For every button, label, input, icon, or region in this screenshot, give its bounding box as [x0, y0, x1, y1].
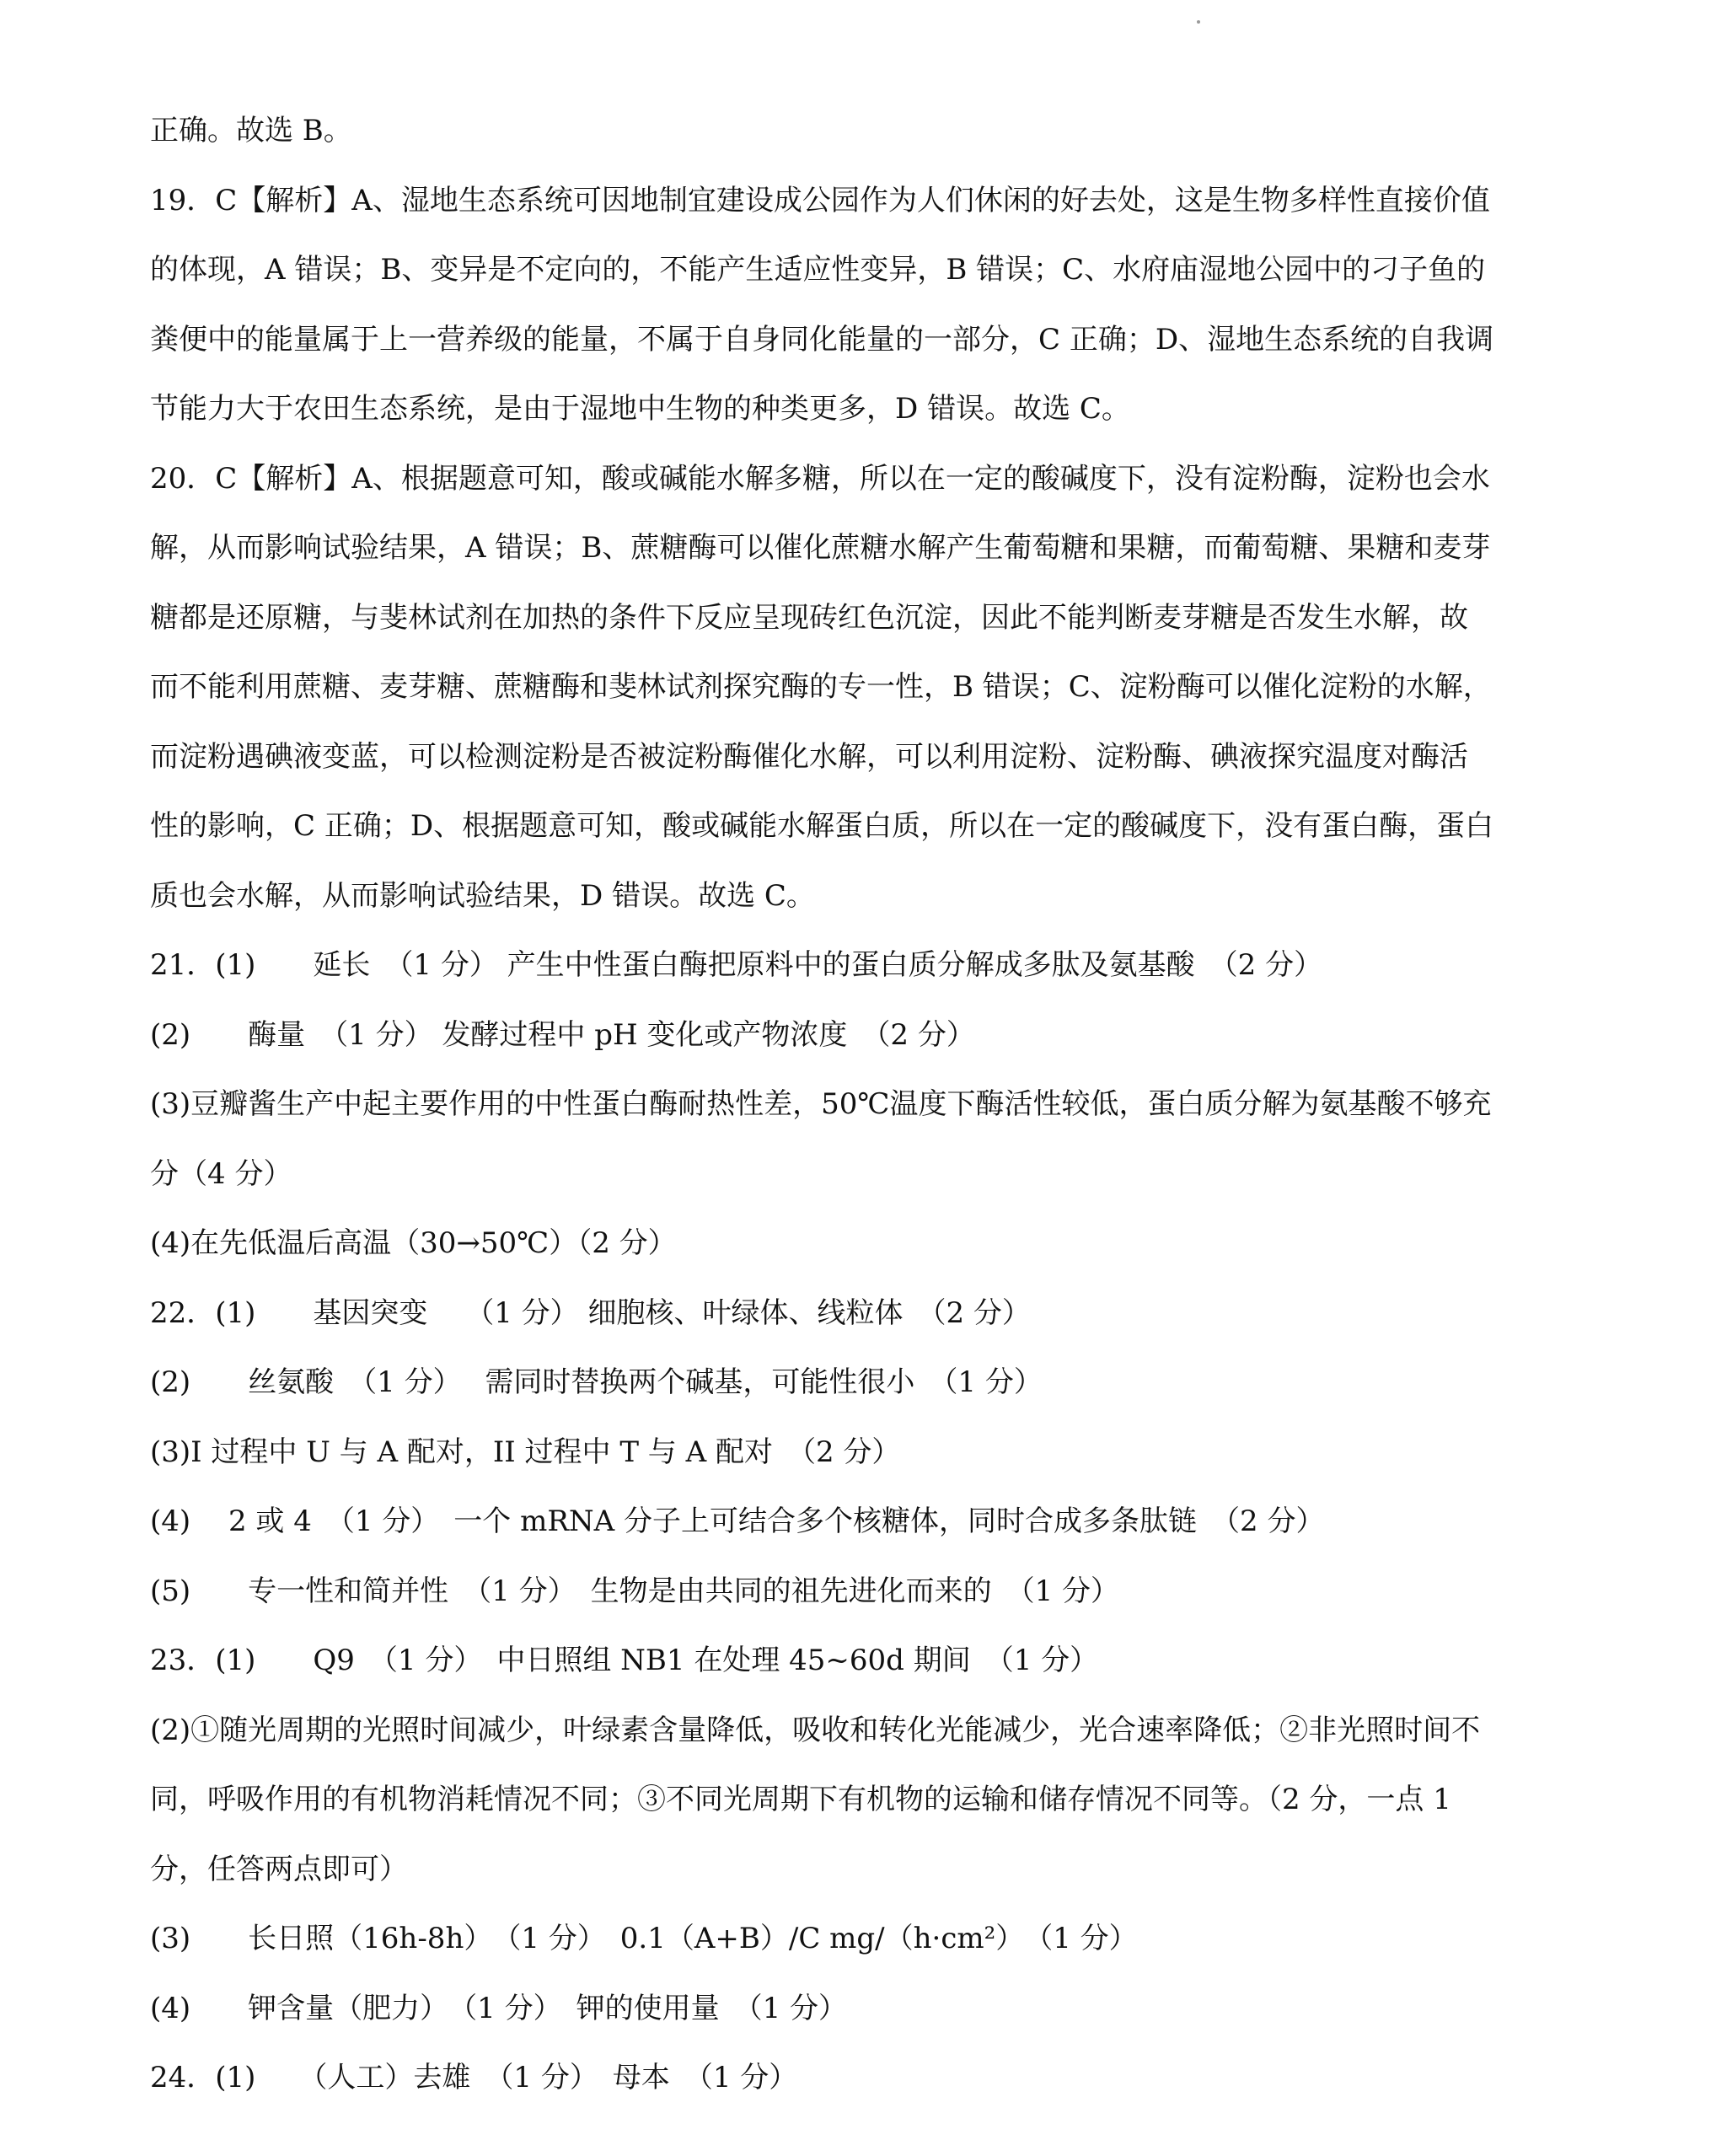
text-line: (3) 长日照（16h-8h） （1 分） 0.1（A+B）/C mg/（h·cm²） （1 分） [150, 1922, 1138, 1955]
text-line: 的体现，A 错误；B、变异是不定向的，不能产生适应性变异，B 错误；C、水府庙湿地公园中的刁子鱼的 [150, 253, 1486, 287]
text-line: 同，呼吸作用的有机物消耗情况不同；③不同光周期下有机物的运输和储存情况不同等。（2 分，一点 1 [150, 1783, 1451, 1816]
text-line: 22．(1) 基因突变 （1 分） 细胞核、叶绿体、线粒体 （2 分） [150, 1295, 1031, 1330]
text-line: 21．(1) 延长 （1 分） 产生中性蛋白酶把原料中的蛋白质分解成多肽及氨基酸 （2 分） [150, 948, 1323, 982]
text-line: (3)I 过程中 U 与 A 配对，II 过程中 T 与 A 配对 （2 分） [150, 1435, 901, 1469]
text-line: 23．(1) Q9 （1 分） 中日照组 NB1 在处理 45~60d 期间 （1 分） [150, 1644, 1099, 1677]
text-line: (2)①随光周期的光照时间减少，叶绿素含量降低，吸收和转化光能减少，光合速率降低；②非光照时间不 [150, 1713, 1481, 1747]
text-line: 糖都是还原糖，与斐林试剂在加热的条件下反应呈现砖红色沉淀，因此不能判断麦芽糖是否发生水解，故 [150, 600, 1468, 635]
answer-sheet-page [150, 96, 1600, 2113]
text-line: 节能力大于农田生态系统，是由于湿地中生物的种类更多，D 错误。故选 C。 [150, 392, 1130, 426]
text-line: 而不能利用蔗糖、麦芽糖、蔗糖酶和斐林试剂探究酶的专一性，B 错误；C、淀粉酶可以催化淀粉的水解， [150, 670, 1492, 704]
text-line: (4) 2 或 4 （1 分） 一个 mRNA 分子上可结合多个核糖体，同时合成多条肽链 （2 分） [150, 1504, 1325, 1538]
text-line: (3)豆瓣酱生产中起主要作用的中性蛋白酶耐热性差，50℃温度下酶活性较低，蛋白质分解为氨基酸不够充 [150, 1087, 1492, 1121]
text-line: 质也会水解，从而影响试验结果，D 错误。故选 C。 [150, 878, 815, 913]
text-line: 分（4 分） [150, 1156, 292, 1191]
text-line: (4)在先低温后高温（30→50℃）（2 分） [150, 1226, 677, 1260]
text-line: (5) 专一性和简并性 （1 分） 生物是由共同的祖先进化而来的 （1 分） [150, 1574, 1120, 1608]
text-line: 19．C【解析】A、湿地生态系统可因地制宜建设成公园作为人们休闲的好去处，这是生物多样性直接价值 [150, 183, 1490, 217]
text-line: 而淀粉遇碘液变蓝，可以检测淀粉是否被淀粉酶催化水解，可以利用淀粉、淀粉酶、碘液探究温度对酶活 [150, 739, 1468, 774]
text-line: 分，任答两点即可） [150, 1852, 408, 1886]
scan-speck [1197, 20, 1200, 24]
text-line: 粪便中的能量属于上一营养级的能量，不属于自身同化能量的一部分，C 正确；D、湿地生态系统的自我调 [150, 322, 1494, 357]
text-line: 24．(1) （人工）去雄 （1 分） 母本 （1 分） [150, 2061, 798, 2094]
text-line: (4) 钾含量（肥力） （1 分） 钾的使用量 （1 分） [150, 1991, 848, 2025]
text-line: 性的影响，C 正确；D、根据题意可知，酸或碱能水解蛋白质，所以在一定的酸碱度下，没有蛋白酶，蛋白 [150, 809, 1494, 843]
text-line: 正确。故选 B。 [150, 114, 352, 147]
text-line: 解，从而影响试验结果，A 错误；B、蔗糖酶可以催化蔗糖水解产生葡萄糖和果糖，而葡萄糖、果糖和麦芽 [150, 531, 1491, 565]
text-line: 20．C【解析】A、根据题意可知，酸或碱能水解多糖，所以在一定的酸碱度下，没有淀粉酶，淀粉也会水 [150, 461, 1490, 496]
text-line: (2) 酶量 （1 分） 发酵过程中 pH 变化或产物浓度 （2 分） [150, 1017, 975, 1052]
text-line: (2) 丝氨酸 （1 分） 需同时替换两个碱基，可能性很小 （1 分） [150, 1365, 1043, 1399]
